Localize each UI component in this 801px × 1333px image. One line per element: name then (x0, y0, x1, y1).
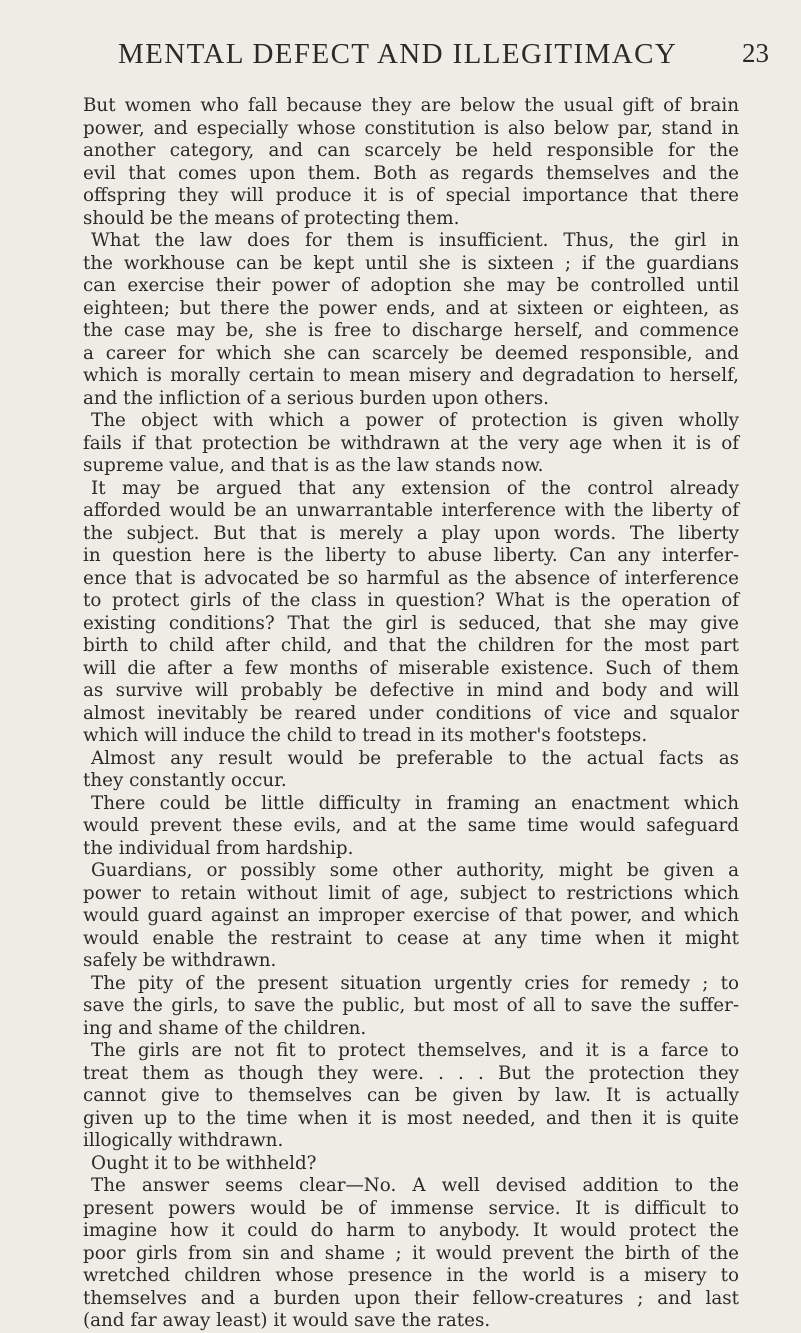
text-line: The pity of the present situation urgently cries for remedy ; to (91, 972, 739, 994)
text-line: another category, and can scarcely be held responsible for the (83, 140, 739, 161)
text-line: themselves and a burden upon their fellow-creatures ; and last (83, 1287, 739, 1309)
text-line: supreme value, and that is as the law stands now. (83, 455, 544, 476)
text-line: It may be argued that any extension of the control already (91, 477, 739, 499)
text-line: they constantly occur. (83, 770, 287, 791)
text-line: would prevent these evils, and at the same time would safeguard (83, 815, 739, 836)
text-line: given up to the time when it is most needed, and then it is quite (83, 1107, 739, 1129)
text-line: eighteen; but there the power ends, and at sixteen or eighteen, as (83, 297, 739, 319)
text-line: But women who fall because they are below the usual gift of brain (83, 95, 739, 116)
text-line: and the infliction of a serious burden upon others. (83, 387, 549, 409)
text-line: to protect girls of the class in question? What is the operation of (83, 590, 739, 611)
text-line: almost inevitably be reared under conditions of vice and squalor (83, 702, 739, 724)
text-line: present powers would be of immense service. It is difficult to (83, 1197, 739, 1219)
text-line: ing and shame of the children. (83, 1017, 367, 1039)
text-line: would enable the restraint to cease at any time when it might (83, 927, 739, 949)
text-line: birth to child after child, and that the children for the most part (83, 635, 739, 656)
text-line: Guardians, or possibly some other authority, might be given a (91, 860, 739, 881)
text-line: power to retain without limit of age, subject to restrictions which (83, 882, 739, 904)
text-line: which is morally certain to mean misery and degradation to herself, (83, 365, 739, 386)
page-number: 23 (742, 38, 769, 68)
text-line: fails if that protection be withdrawn at the very age when it is of (83, 432, 739, 454)
text-line: The object with which a power of protection is given wholly (91, 410, 739, 431)
running-head: MENTAL DEFECT AND ILLEGITIMACY (118, 38, 678, 70)
body-text (83, 95, 739, 1333)
text-line: There could be little difficulty in framing an enactment which (91, 792, 739, 814)
text-line: existing conditions? That the girl is seduced, that she may give (83, 612, 739, 634)
text-line: (and far away least) it would save the rates. (83, 1310, 491, 1331)
text-line: The girls are not fit to protect themselves, and it is a farce to (91, 1040, 739, 1061)
text-line: ence that is advocated be so harmful as the absence of interference (83, 567, 739, 589)
text-line: should be the means of protecting them. (83, 207, 460, 229)
text-line: as survive will probably be defective in mind and body and will (83, 680, 739, 701)
text-line: would guard against an improper exercise of that power, and which (83, 905, 739, 926)
text-line: illogically withdrawn. (83, 1130, 284, 1151)
text-line: save the girls, to save the public, but most of all to save the suffer- (83, 995, 739, 1016)
text-line: the workhouse can be kept until she is sixteen ; if the guardians (83, 252, 739, 274)
text-line: treat them as though they were. . . . But the protection they (83, 1062, 739, 1084)
text-line: power, and especially whose constitution is also below par, stand in (83, 117, 739, 139)
text-line: in question here is the liberty to abuse liberty. Can any interfer- (83, 545, 739, 566)
text-line: Ought it to be withheld? (91, 1152, 317, 1174)
text-line: afforded would be an unwarrantable interference with the liberty of (83, 500, 739, 521)
text-line: offspring they will produce it is of special importance that there (83, 185, 739, 206)
text-line: evil that comes upon them. Both as regards themselves and the (83, 162, 739, 184)
text-line: which will induce the child to tread in its mother's footsteps. (83, 725, 648, 746)
text-line: Almost any result would be preferable to the actual facts as (91, 747, 739, 769)
text-line: safely be withdrawn. (83, 950, 277, 971)
text-line: can exercise their power of adoption she may be controlled until (83, 275, 739, 296)
text-line: cannot give to themselves can be given by law. It is actually (83, 1085, 739, 1106)
text-line: The answer seems clear—No. A well devised addition to the (91, 1175, 739, 1196)
text-line: imagine how it could do harm to anybody. It would protect the (83, 1220, 739, 1241)
text-line: What the law does for them is insufficient. Thus, the girl in (91, 230, 739, 251)
text-line: the individual from hardship. (83, 837, 354, 859)
text-line: a career for which she can scarcely be deemed responsible, and (83, 342, 739, 364)
text-line: the subject. But that is merely a play upon words. The liberty (83, 522, 739, 544)
text-line: poor girls from sin and shame ; it would prevent the birth of the (83, 1242, 739, 1264)
text-line: will die after a few months of miserable existence. Such of them (83, 657, 739, 679)
text-line: the case may be, she is free to discharge herself, and commence (83, 320, 739, 341)
text-line: wretched children whose presence in the world is a misery to (83, 1265, 739, 1286)
